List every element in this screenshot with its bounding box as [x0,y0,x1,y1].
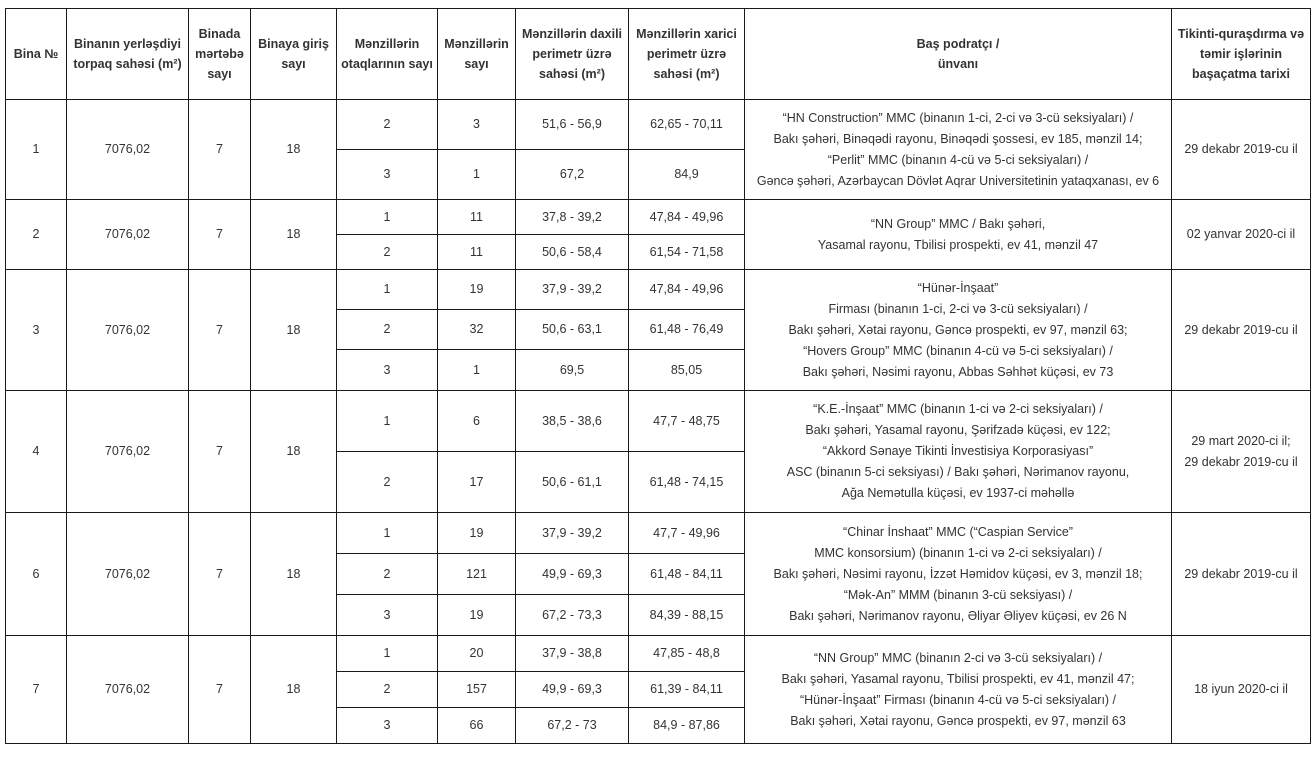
bina-no-cell: 2 [6,200,67,270]
header-text: perimetr üzrə [646,47,727,61]
header-text: sahəsi (m²) [653,67,720,81]
header-room-count [337,9,438,100]
header-contractor [745,9,1172,100]
room-count-cell: 3 [337,150,438,200]
header-text: otaqlarının sayı [341,57,433,71]
outer-area-cell: 47,84 - 49,96 [629,270,745,310]
outer-area-cell: 62,65 - 70,11 [629,100,745,150]
contractor-line: Bakı şəhəri, Nərimanov rayonu, Əliyar Əliyev küçəsi, ev 26 N [789,608,1127,623]
apartment-count-cell: 157 [438,672,516,708]
header-text: təmir işlərinin [1200,47,1282,61]
room-count-cell: 2 [337,452,438,513]
table-row [6,636,1311,672]
contractor-line: “HN Construction” MMC (binanın 1-ci, 2-ci və 3-cü seksiyaları) / [782,110,1134,125]
entrance-count-cell: 18 [251,200,337,270]
header-text: sayı [207,67,232,81]
outer-area-cell: 84,39 - 88,15 [629,595,745,636]
completion-date-line: 29 dekabr 2019-cu il [1184,322,1298,337]
completion-date-cell [1172,100,1311,200]
outer-area-cell: 61,48 - 84,11 [629,554,745,595]
table-row [6,200,1311,235]
inner-area-cell: 49,9 - 69,3 [516,672,629,708]
contractor-cell [745,270,1172,391]
apartment-count-cell: 121 [438,554,516,595]
room-count-cell: 2 [337,310,438,350]
contractor-line: Yasamal rayonu, Tbilisi prospekti, ev 41, mənzil 47 [817,237,1099,252]
floor-count-cell: 7 [189,513,251,636]
contractor-line: Bakı şəhəri, Xətai rayonu, Gəncə prospekti, ev 97, mənzil 63 [790,713,1126,728]
outer-area-cell: 47,84 - 49,96 [629,200,745,235]
contractor-cell [745,100,1172,200]
header-entrance-count [251,9,337,100]
room-count-cell: 2 [337,235,438,270]
room-count-cell: 3 [337,708,438,744]
floor-count-cell: 7 [189,391,251,513]
header-land-area [67,9,189,100]
header-text: başaçatma tarixi [1192,67,1290,81]
contractor-cell [745,636,1172,744]
header-text: mərtəbə [195,47,244,61]
room-count-cell: 3 [337,350,438,391]
bina-no-cell: 7 [6,636,67,744]
room-count-cell: 3 [337,595,438,636]
header-text: Bina № [13,47,59,61]
contractor-line: “Mək-An” MMM (binanın 3-cü seksiyası) / [843,587,1073,602]
contractor-line: MMC konsorsium) (binanın 1-ci və 2-ci seksiyaları) / [814,545,1102,560]
contractor-line: Bakı şəhəri, Binəqədi rayonu, Binəqədi şossesi, ev 185, mənzil 14; [773,131,1143,146]
floor-count-cell: 7 [189,270,251,391]
outer-area-cell: 47,7 - 48,75 [629,391,745,452]
inner-area-cell: 38,5 - 38,6 [516,391,629,452]
contractor-line: “NN Group” MMC (binanın 2-ci və 3-cü seksiyaları) / [813,650,1103,665]
header-text: perimetr üzrə [532,47,612,61]
header-text: Mənzillərin [444,37,509,51]
contractor-line: Ağa Nemətulla küçəsi, ev 1937-ci məhəllə [841,486,1075,500]
outer-area-cell: 47,85 - 48,8 [629,636,745,672]
apartment-count-cell: 66 [438,708,516,744]
header-inner-area [516,9,629,100]
apartment-count-cell: 19 [438,270,516,310]
inner-area-cell: 50,6 - 61,1 [516,452,629,513]
inner-area-cell: 67,2 - 73 [516,708,629,744]
bina-no-cell: 3 [6,270,67,391]
bina-no-cell: 1 [6,100,67,200]
outer-area-cell: 61,48 - 76,49 [629,310,745,350]
entrance-count-cell: 18 [251,270,337,391]
entrance-count-cell: 18 [251,100,337,200]
outer-area-cell: 61,48 - 74,15 [629,452,745,513]
land-area-cell: 7076,02 [67,391,189,513]
land-area-cell: 7076,02 [67,513,189,636]
contractor-line: “Akkord Sənaye Tikinti İnvestisiya Korporasiyası” [822,444,1094,458]
contractor-line: Bakı şəhəri, Yasamal rayonu, Şərifzadə küçəsi, ev 122; [805,423,1111,437]
completion-date-cell [1172,270,1311,391]
completion-date-line: 29 dekabr 2019-cu il [1184,454,1298,469]
room-count-cell: 2 [337,672,438,708]
bina-no-cell: 6 [6,513,67,636]
outer-area-cell: 84,9 - 87,86 [629,708,745,744]
inner-area-cell: 49,9 - 69,3 [516,554,629,595]
inner-area-cell: 50,6 - 63,1 [516,310,629,350]
header-text: Baş podratçı / [916,37,1000,51]
housing-table-container [5,8,1311,744]
completion-date-line: 02 yanvar 2020-ci il [1186,227,1296,241]
outer-area-cell: 84,9 [629,150,745,200]
inner-area-cell: 37,8 - 39,2 [516,200,629,235]
room-count-cell: 1 [337,636,438,672]
room-count-cell: 1 [337,200,438,235]
contractor-line: ASC (binanın 5-ci seksiyası) / Bakı şəhəri, Nərimanov rayonu, [786,465,1130,479]
completion-date-line: 29 dekabr 2019-cu il [1184,566,1298,581]
inner-area-cell: 50,6 - 58,4 [516,235,629,270]
room-count-cell: 1 [337,270,438,310]
contractor-line: Gəncə şəhəri, Azərbaycan Dövlət Aqrar Universitetinin yataqxanası, ev 6 [756,173,1160,188]
room-count-cell: 1 [337,391,438,452]
header-text: Tikinti-quraşdırma və [1177,27,1305,41]
entrance-count-cell: 18 [251,636,337,744]
header-text: Mənzillərin xarici [636,27,737,41]
apartment-count-cell: 17 [438,452,516,513]
entrance-count-cell: 18 [251,391,337,513]
completion-date-cell [1172,513,1311,636]
table-row [6,391,1311,452]
room-count-cell: 1 [337,513,438,554]
header-outer-area [629,9,745,100]
header-completion-date [1172,9,1311,100]
contractor-line: “Chinar İnshaat” MMC (“Caspian Service” [843,524,1073,539]
land-area-cell: 7076,02 [67,100,189,200]
inner-area-cell: 37,9 - 38,8 [516,636,629,672]
inner-area-cell: 69,5 [516,350,629,391]
contractor-line: Bakı şəhəri, Xətai rayonu, Gəncə prospekti, ev 97, mənzil 63; [788,322,1128,337]
header-row [6,9,1311,100]
header-bina-no [6,9,67,100]
apartment-count-cell: 6 [438,391,516,452]
floor-count-cell: 7 [189,100,251,200]
contractor-line: Bakı şəhəri, Nəsimi rayonu, Abbas Səhhət küçəsi, ev 73 [802,364,1114,379]
apartment-count-cell: 1 [438,150,516,200]
contractor-cell [745,391,1172,513]
header-text: Binanın yerləşdiyi [74,37,181,51]
room-count-cell: 2 [337,554,438,595]
contractor-line: Firması (binanın 1-ci, 2-ci və 3-cü seksiyaları) / [828,301,1088,316]
contractor-line: Bakı şəhəri, Yasamal rayonu, Tbilisi prospekti, ev 41, mənzil 47; [781,671,1135,686]
inner-area-cell: 37,9 - 39,2 [516,270,629,310]
land-area-cell: 7076,02 [67,636,189,744]
table-row [6,100,1311,150]
table-row [6,513,1311,554]
room-count-cell: 2 [337,100,438,150]
inner-area-cell: 67,2 - 73,3 [516,595,629,636]
header-text: ünvanı [937,57,979,71]
header-text: sahəsi (m²) [539,67,605,81]
land-area-cell: 7076,02 [67,200,189,270]
header-floor-count [189,9,251,100]
inner-area-cell: 37,9 - 39,2 [516,513,629,554]
completion-date-cell [1172,391,1311,513]
header-text: sayı [281,57,306,71]
floor-count-cell: 7 [189,636,251,744]
outer-area-cell: 61,39 - 84,11 [629,672,745,708]
completion-date-line: 29 dekabr 2019-cu il [1184,142,1298,156]
completion-date-cell [1172,200,1311,270]
inner-area-cell: 51,6 - 56,9 [516,100,629,150]
table-row [6,270,1311,310]
contractor-line: “K.E.-İnşaat” MMC (binanın 1-ci və 2-ci seksiyaları) / [813,402,1103,416]
entrance-count-cell: 18 [251,513,337,636]
contractor-cell [745,200,1172,270]
contractor-line: “Perlit” MMC (binanın 4-cü və 5-ci seksiyaları) / [827,152,1089,167]
apartment-count-cell: 19 [438,595,516,636]
contractor-line: “Hünər-İnşaat” [917,280,999,295]
contractor-line: “NN Group” MMC / Bakı şəhəri, [870,216,1046,231]
contractor-cell [745,513,1172,636]
header-text: Mənzillərin daxili [521,27,623,41]
header-text: Binada [198,27,241,41]
header-text: Binaya giriş [258,37,329,51]
housing-table [5,8,1311,744]
inner-area-cell: 67,2 [516,150,629,200]
contractor-line: “Hovers Group” MMC (binanın 4-cü və 5-ci seksiyaları) / [803,343,1113,358]
bina-no-cell: 4 [6,391,67,513]
completion-date-cell [1172,636,1311,744]
contractor-line: “Hünər-İnşaat” Firması (binanın 4-cü və 5-ci seksiyaları) / [799,692,1117,707]
apartment-count-cell: 1 [438,350,516,391]
land-area-cell: 7076,02 [67,270,189,391]
apartment-count-cell: 11 [438,235,516,270]
outer-area-cell: 47,7 - 49,96 [629,513,745,554]
apartment-count-cell: 32 [438,310,516,350]
header-text: Mənzillərin [354,37,420,51]
header-apartment-count [438,9,516,100]
table-body [6,100,1311,744]
outer-area-cell: 61,54 - 71,58 [629,235,745,270]
apartment-count-cell: 11 [438,200,516,235]
completion-date-line: 18 iyun 2020-ci il [1194,682,1288,696]
apartment-count-cell: 20 [438,636,516,672]
floor-count-cell: 7 [189,200,251,270]
completion-date-line: 29 mart 2020-ci il; [1191,433,1291,448]
contractor-line: Bakı şəhəri, Nəsimi rayonu, İzzət Həmidov küçəsi, ev 3, mənzil 18; [773,566,1143,581]
outer-area-cell: 85,05 [629,350,745,391]
apartment-count-cell: 3 [438,100,516,150]
header-text: sayı [464,57,489,71]
header-text: torpaq sahəsi (m²) [73,57,182,71]
apartment-count-cell: 19 [438,513,516,554]
